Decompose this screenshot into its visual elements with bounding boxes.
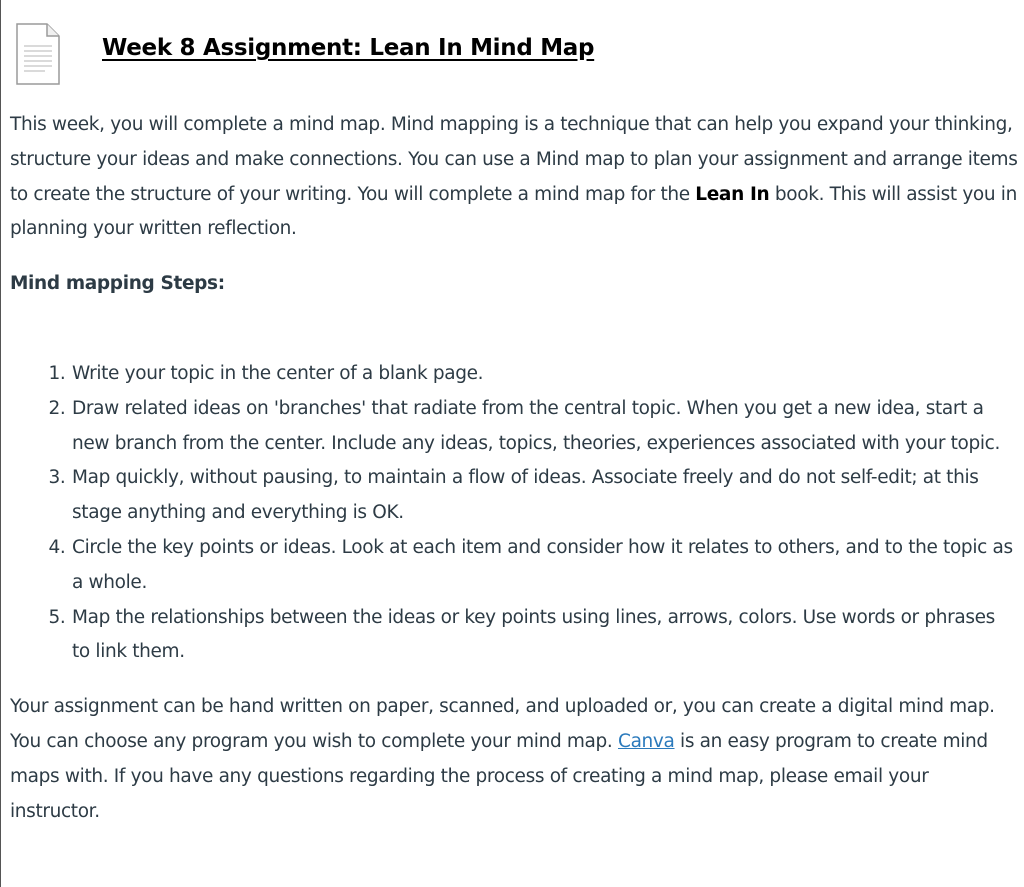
page-title: Week 8 Assignment: Lean In Mind Map bbox=[102, 35, 595, 61]
canva-link[interactable]: Canva bbox=[618, 730, 675, 752]
intro-text-end: book. This will assist you in planning your written reflection. bbox=[10, 183, 1017, 240]
intro-paragraph bbox=[10, 108, 1018, 247]
assignment-body bbox=[10, 108, 1018, 829]
closing-text: Your assignment can be hand written on paper, scanned, and uploaded or, you can create a digital mind map. You can choose any program you wish to complete your mind map. bbox=[10, 696, 995, 752]
closing-paragraph bbox=[10, 690, 1018, 829]
list-item: 4. Circle the key points or ideas. Look at each item and consider how it relates to others, and to the topic as a whole. bbox=[71, 531, 1018, 601]
list-item: 2. Draw related ideas on 'branches' that radiate from the central topic. When you get a new idea, start a new branch from the center. Include any ideas, topics, theories, experiences associated with your topic. bbox=[71, 392, 1018, 462]
list-item: 5. Map the relationships between the ideas or key points using lines, arrows, colors. Use words or phrases to link them. bbox=[71, 601, 1018, 671]
book-title: Lean In bbox=[695, 183, 770, 205]
document-icon bbox=[15, 22, 61, 86]
list-item: 3. Map quickly, without pausing, to maintain a flow of ideas. Associate freely and do not self-edit; at this stage anything and everything is OK. bbox=[71, 461, 1018, 531]
intro-text: This week, you will complete a mind map. Mind mapping is a technique that can help you expand your thinking, structure your ideas and make connections. You can use a Mind map to plan your assignment and arrange items to create the structure of your writing. You will complete a mind map for the bbox=[10, 114, 1018, 205]
assignment-header bbox=[15, 22, 61, 86]
steps-heading: Mind mapping Steps: bbox=[10, 273, 225, 295]
closing-text-end: is an easy program to create mind maps with. If you have any questions regarding the process of creating a mind map, please email your instructor. bbox=[10, 730, 988, 822]
list-item: 1. Write your topic in the center of a blank page. bbox=[71, 357, 1018, 392]
steps-list bbox=[10, 357, 1018, 670]
